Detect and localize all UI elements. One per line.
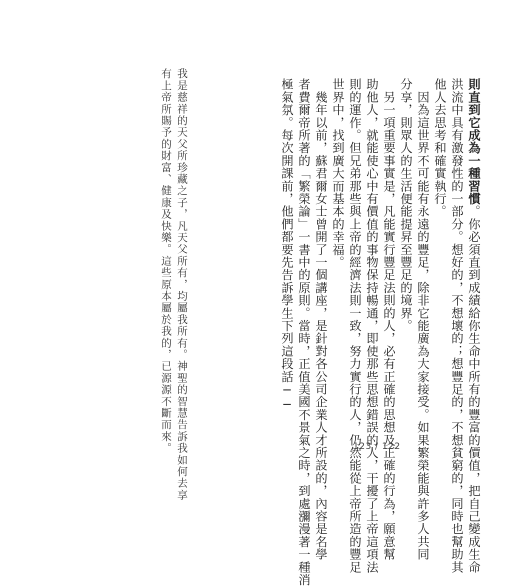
- text-column-8: [348, 78, 362, 574]
- column-text: 極氣氛。每次開課前，他們都要先告訴學生下列這段話──: [280, 78, 294, 412]
- column-text: 則的運作。但兄弟那些與上帝的經濟法則一致，努力實行的人，仍然能從上帝所造的豐足: [348, 78, 362, 574]
- text-column-5: [399, 78, 412, 408]
- text-column-3: [433, 78, 446, 408]
- text-column-9: [331, 78, 344, 408]
- column-text: 助他人，就能使心中有價值的事物保持暢通，即使那些思想錯誤的人，干擾了上帝這項法: [365, 78, 379, 574]
- text-column-6: [382, 78, 396, 561]
- column-text: 他人去思考和確實執行。: [433, 78, 447, 218]
- column-text: 。你必須直到成績給你生命中所有的豐富的價值，把自己變成生命: [467, 205, 481, 574]
- prayer-column-2: [160, 68, 172, 455]
- prayer-text: 我是慈祥的天父所珍藏之子，凡天父所有，均屬我所有。神聖的智慧告訴我如何去享: [176, 68, 188, 501]
- text-column-12: [280, 78, 294, 412]
- bold-heading-phrase: 則直到它成為一種習慣: [467, 78, 481, 205]
- text-column-2: [450, 78, 464, 574]
- text-column-11: [297, 78, 311, 586]
- column-text: 分享，則眾人的生活便能提昇至豐足的境界。: [399, 78, 413, 332]
- column-text: 幾年以前，蘇君爾女士曾開了一個講座，是針對各公司企業人才所設的，內容是名學: [314, 78, 328, 561]
- text-column-10: [314, 78, 328, 561]
- column-text: 另一項重要事實是，凡能實行豐足法則的人，必有正確的思想及正確的行為，願意幫: [382, 78, 396, 561]
- column-text: 世界中，找到廣大而基本的幸福。: [331, 78, 345, 269]
- prayer-text: 有上帝所賜予的財富、健康及快樂。這些原本屬於我的，已源源不斷而來。: [160, 68, 172, 455]
- column-text: 洪流中具有激發性的一部分。想好的，不想壞的；想豐足的，不想貧窮的，同時也幫助其: [450, 78, 464, 574]
- page-number: 123 / 122: [353, 442, 401, 452]
- column-text: 因為這世界不可能有永遠的豐足，除非它能廣為大家接受。如果繁榮能與許多人共同: [416, 78, 430, 561]
- column-text: 者費爾帝所著的「繁榮論」一書中的原則。當時，正值美國不景氣之時，到處瀰漫著一種消: [297, 78, 311, 586]
- text-column-7: [365, 78, 379, 574]
- prayer-column-1: [176, 68, 188, 501]
- text-column-1: [467, 78, 481, 574]
- text-column-4: [416, 78, 430, 561]
